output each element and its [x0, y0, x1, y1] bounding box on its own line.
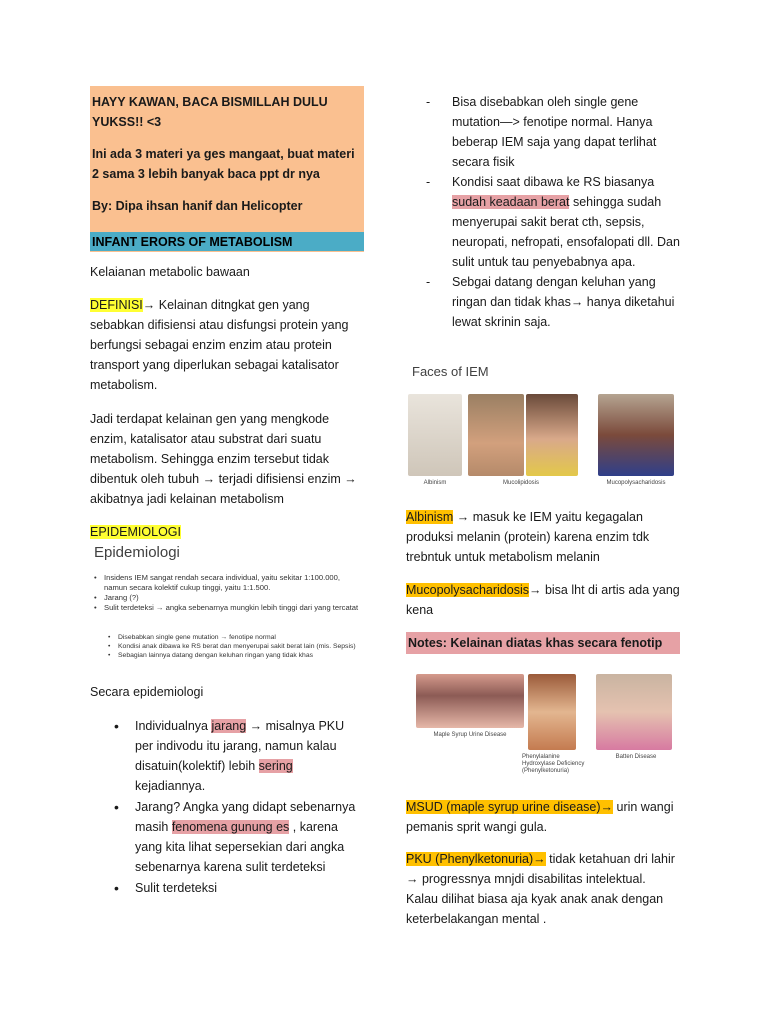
mucolipidosis-photo-2 — [526, 394, 578, 476]
subtitle: Kelaianan metabolic bawaan — [90, 265, 250, 279]
epidemiologi-highlight: EPIDEMIOLOGI — [90, 525, 181, 539]
highlight-gunung-es: fenomena gunung es — [171, 820, 290, 834]
secara-epidemiologi: Secara epidemiologi — [90, 685, 204, 699]
bullet-dot: • — [114, 718, 119, 734]
caption-albinism: Albinism — [423, 480, 447, 486]
mucopoly-paragraph — [406, 580, 680, 620]
msud-photo — [416, 674, 524, 728]
pku-label: PKU (Phenylketonuria)→ — [406, 852, 546, 866]
pku-photo — [528, 674, 576, 750]
intro-box — [90, 86, 364, 252]
mucolipidosis-photo-1 — [468, 394, 524, 476]
caption-mucolipidosis: Mucolipidosis — [502, 480, 539, 486]
highlight-jarang: jarang — [211, 719, 247, 733]
epi-bullet: • Insidens IEM sangat rendah secara individual, yaitu sekitar 1:100.000, namun secara kolektif cukup tinggi, yaitu 1:1.500. — [94, 573, 360, 593]
epidemiologi-label — [90, 522, 181, 542]
epi-slide-subbullets — [108, 633, 360, 660]
batten-photo — [596, 674, 672, 750]
list-item — [90, 878, 364, 898]
definisi-paragraph — [90, 295, 364, 395]
albinism-paragraph — [406, 507, 680, 567]
right-dash-list — [406, 92, 680, 332]
notes-bar: Notes: Kelainan diatas khas secara fenotip — [406, 632, 680, 654]
epi-subbullet: • Kondisi anak dibawa ke RS berat dan menyerupai sakit berat lain (mis. Sepsis) — [108, 642, 360, 651]
epi-bullet: • Sulit terdeteksi → angka sebenarnya mungkin lebih tinggi dari yang tercatat — [94, 603, 360, 613]
dash-text: sehingga sudah menyerupai sakit berat cth, sepsis, neuropati, nefropati, ensofalopati dll. Dan sulit untuk tau penyebabnya apa. — [452, 195, 680, 269]
epidemiologi-list — [90, 716, 364, 898]
mucopoly-text: → bisa lht di artis ada yang kena — [406, 583, 680, 617]
list-text: → misalnya PKU per indivodu itu jarang, namun kalau disatuin(kolektif) lebih — [135, 719, 345, 773]
definisi-text: Kelainan ditngkat gen yang sebabkan difisiensi atau disfungsi protein yang berfungsi sebagai enzim enzim atau protein transport yang diperlukan sebagai katalisator metabolism. — [90, 298, 349, 392]
dash-text: Sebgai datang dengan keluhan yang ringan dan tidak khas→ hanya diketahui lewat skrinin saja. — [452, 275, 675, 329]
bullet-dot: • — [114, 880, 119, 896]
list-text: , karena yang kita lihat sepersekian dari angka sebenarnya karena sulit terdeteksi — [135, 820, 345, 874]
dash-item — [406, 172, 680, 272]
dash-mark: - — [426, 175, 431, 189]
dash-item — [406, 92, 680, 172]
albinism-label: Albinism — [406, 510, 454, 524]
intro-greeting: HAYY KAWAN, BACA BISMILLAH DULU YUKSS!! <3 — [92, 95, 328, 129]
dash-text: Kondisi saat dibawa ke RS biasanya — [452, 175, 655, 189]
albinism-text: → masuk ke IEM yaitu kegagalan produksi melanin (protein) karena enzim tdk trebntuk untuk metabolism melanin — [406, 510, 650, 564]
epi-bullet: • Jarang (?) — [94, 593, 360, 603]
explanation-paragraph: Jadi terdapat kelainan gen yang mengkode enzim, katalisator atau substrat dari suatu metabolism. Sehingga enzim tersebut tidak dibentuk oleh tubuh → terjadi difisiensi enzim → akibatnya jadi kelainan metabolism — [90, 412, 357, 506]
list-text: Jarang? Angka yang didapt sebenarnya masih — [135, 800, 356, 834]
dash-mark: - — [426, 275, 431, 289]
pku-text: tidak ketahuan dri lahir → progressnya mnjdi disabilitas intelektual. Kalau dilihat biasa aja kyak anak anak dengan keterbelakangan mental . — [406, 852, 675, 926]
list-item — [90, 797, 364, 877]
mucopoly-label: Mucopolysacharidosis — [406, 583, 529, 597]
epi-slide-title: Epidemiologi — [94, 544, 180, 561]
dash-mark: - — [426, 95, 431, 109]
list-text: kejadiannya. — [135, 779, 206, 793]
epidemiologi-slide — [90, 541, 364, 667]
intro-note: Ini ada 3 materi ya ges mangaat, buat materi 2 sama 3 lebih banyak baca ppt dr nya — [92, 147, 355, 181]
highlight-sering: sering — [258, 759, 293, 773]
msud-paragraph — [406, 797, 680, 837]
mucopolysacharidosis-photo — [598, 394, 674, 476]
caption-batten: Batten Disease — [615, 754, 657, 760]
definisi-label: DEFINISI — [90, 298, 143, 312]
epi-subbullet: • Sebagian lainnya datang dengan keluhan ringan yang tidak khas — [108, 651, 360, 660]
msud-pku-slide — [406, 666, 680, 780]
bullet-dot: • — [114, 799, 119, 815]
list-item — [90, 716, 364, 796]
definisi-arrow: → — [142, 298, 156, 312]
section-title: INFANT ERORS OF METABOLISM — [90, 232, 364, 251]
faces-of-iem-slide — [406, 358, 680, 494]
epi-subbullet: • Disebabkan single gene mutation → fenotipe normal — [108, 633, 360, 642]
intro-authors: By: Dipa ihsan hanif dan Helicopter — [92, 199, 303, 213]
pku-paragraph — [406, 849, 680, 929]
list-text: Individualnya — [135, 719, 212, 733]
highlight-keadaan-berat: sudah keadaan berat — [452, 195, 570, 209]
caption-pku: Phenylalanine Hydroxylase Deficiency (Phenylketonuria) — [522, 754, 585, 774]
caption-mucopolysacharidosis: Mucopolysacharidosis — [606, 480, 666, 486]
list-text: Sulit terdeteksi — [135, 881, 217, 895]
albinism-photo — [408, 394, 462, 476]
dash-text: Bisa disebabkan oleh single gene mutation—> fenotipe normal. Hanya beberap IEM saja yang dapat terlihat secara fisik — [452, 95, 657, 169]
faces-slide-title: Faces of IEM — [412, 364, 489, 379]
msud-label: MSUD (maple syrup urine disease)→ — [406, 800, 614, 814]
dash-item — [406, 272, 680, 332]
epi-slide-bullets — [94, 573, 360, 613]
msud-text: urin wangi pemanis sprit wangi gula. — [406, 800, 674, 834]
caption-msud: Maple Syrup Urine Disease — [433, 732, 507, 738]
